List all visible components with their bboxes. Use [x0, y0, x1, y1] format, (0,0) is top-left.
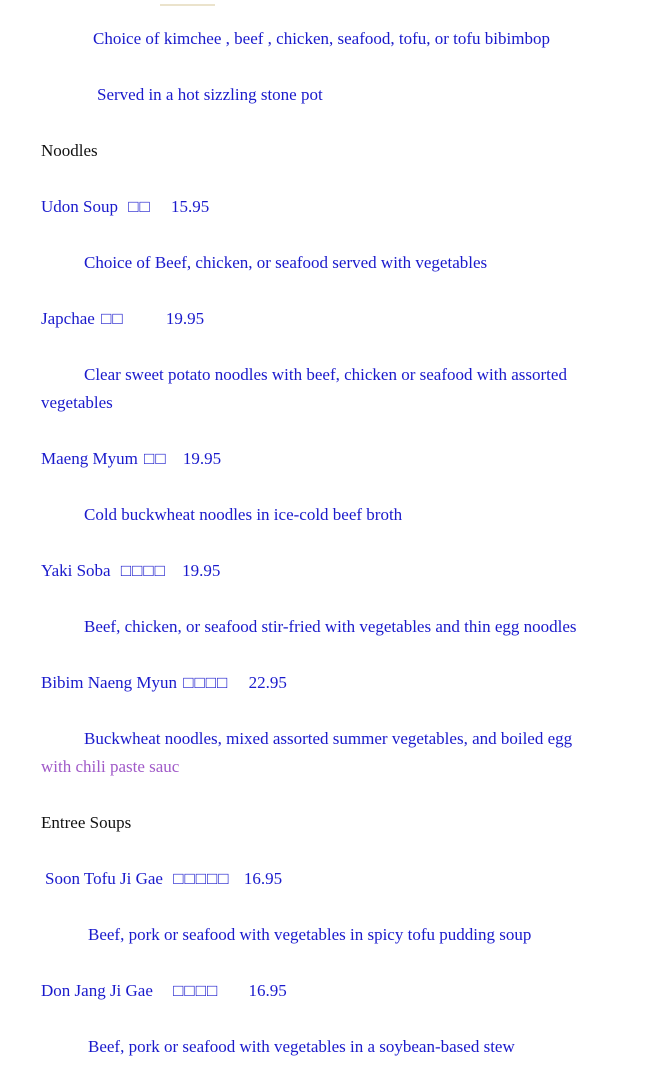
bibim-naeng-myun-korean: □□□□ [183, 673, 229, 692]
yaki-soba-name: Yaki Soba [41, 561, 111, 580]
udon-name: Udon Soup [41, 197, 118, 216]
yaki-soba-item [41, 557, 650, 585]
maeng-myum-price: 19.95 [182, 449, 222, 468]
bibimbap-served-text: Served in a hot sizzling stone pot [97, 85, 323, 104]
don-jang-korean: □□□□ [173, 981, 219, 1000]
japchae-description-line-2: vegetables [41, 393, 113, 412]
yaki-soba-price: 19.95 [182, 561, 221, 580]
udon-price: 15.95 [171, 197, 210, 216]
don-jang-name: Don Jang Ji Gae [41, 981, 153, 1000]
yaki-soba-description: Beef, chicken, or seafood stir-fried with vegetables and thin egg noodles [84, 617, 577, 636]
soon-tofu-price: 16.95 [243, 869, 283, 888]
soon-tofu-item [45, 865, 650, 893]
don-jang-price: 16.95 [248, 981, 287, 1000]
bibim-naeng-myun-description-line-2: with chili paste sauc [41, 757, 180, 776]
maeng-myum-item [41, 445, 650, 473]
soon-tofu-name: Soon Tofu Ji Gae [45, 869, 163, 888]
maeng-myum-description: Cold buckwheat noodles in ice-cold beef broth [84, 505, 403, 524]
maeng-myum-korean: □□ [144, 449, 167, 468]
japchae-name: Japchae [41, 309, 95, 328]
top-edge-mark [160, 0, 215, 6]
don-jang-item [41, 977, 650, 1005]
bibimbap-choice-text: Choice of kimchee , beef , chicken, seafood, tofu, or tofu bibimbop [93, 29, 550, 48]
bibim-naeng-myun-price: 22.95 [248, 673, 287, 692]
udon-description: Choice of Beef, chicken, or seafood served with vegetables [84, 253, 488, 272]
maeng-myum-name: Maeng Myum [41, 449, 138, 468]
udon-item [41, 193, 650, 221]
soon-tofu-description: Beef, pork or seafood with vegetables in spicy tofu pudding soup [88, 925, 532, 944]
bibim-naeng-myun-item [41, 669, 650, 697]
entree-soups-heading: Entree Soups [41, 813, 132, 832]
don-jang-description: Beef, pork or seafood with vegetables in a soybean-based stew [88, 1037, 515, 1056]
soon-tofu-korean: □□□□□ [173, 869, 230, 888]
japchae-korean: □□ [101, 309, 124, 328]
bibim-naeng-myun-description-line-1: Buckwheat noodles, mixed assorted summer vegetables, and boiled egg [84, 729, 573, 748]
bibim-naeng-myun-name: Bibim Naeng Myun [41, 673, 177, 692]
udon-korean: □□ [128, 197, 151, 216]
japchae-description-line-1: Clear sweet potato noodles with beef, chicken or seafood with assorted [84, 365, 567, 384]
noodles-heading: Noodles [41, 141, 98, 160]
japchae-price: 19.95 [165, 309, 205, 328]
yaki-soba-korean: □□□□ [120, 561, 166, 580]
japchae-item [41, 305, 650, 333]
